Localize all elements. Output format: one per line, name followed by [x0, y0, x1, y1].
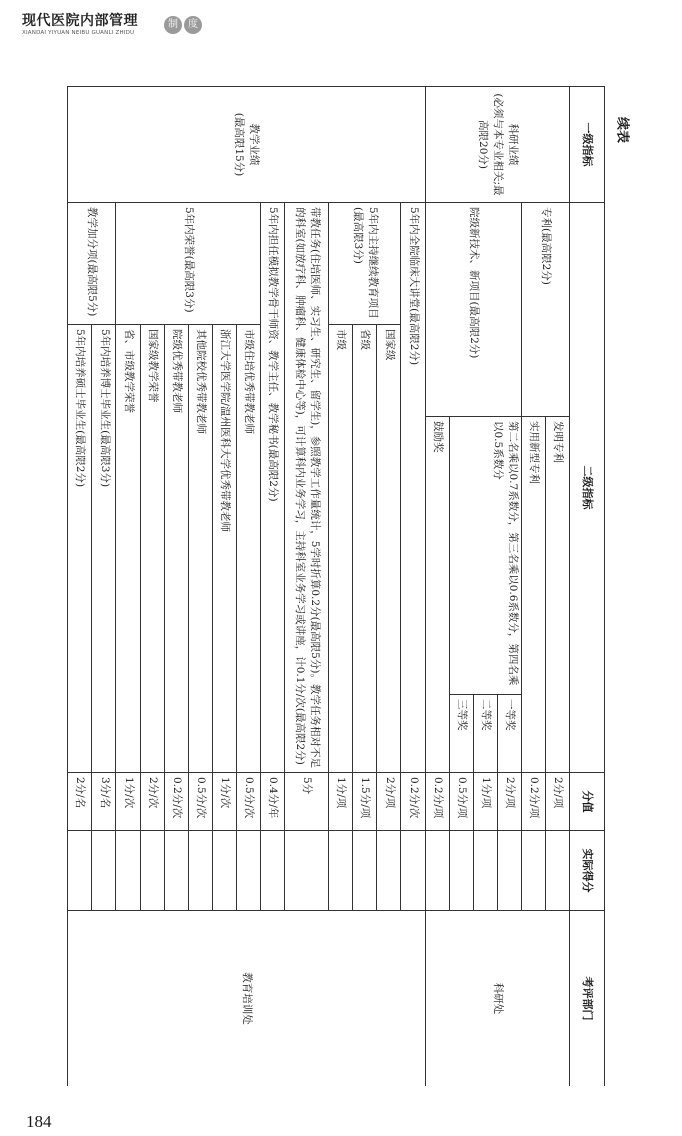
page-number: 184 — [26, 1112, 52, 1131]
actual-cell — [260, 831, 284, 911]
score-cell: 5分 — [285, 773, 329, 831]
actual-cell — [401, 831, 425, 911]
award-third: 三等奖 — [449, 695, 473, 773]
bonus-label: 教学加分项(最高限5分) — [68, 203, 116, 325]
secretary-label: 5年内担任模拟教学骨干师资、教学主任、教学秘书(最高限2分) — [260, 203, 284, 773]
rotated-table-container — [67, 86, 605, 1086]
research-dept: 科研处 — [425, 911, 569, 1087]
score-cell: 0.2分/次 — [401, 773, 425, 831]
award-coefficient-note: 第二名乘以0.7系数分，第三名乘以0.6系数分，第四名乘以0.5系数分 — [449, 417, 521, 695]
honor-item: 浙江大学医学院/温州医科大学优秀带教老师 — [212, 325, 236, 773]
honor-item: 国家级教学荣誉 — [140, 325, 164, 773]
actual-cell — [473, 831, 497, 911]
award-encourage: 鼓励奖 — [425, 417, 449, 773]
header-level1: 一级指标 — [570, 87, 605, 203]
score-cell: 1分/次 — [212, 773, 236, 831]
actual-cell — [285, 831, 329, 911]
score-cell: 1分/次 — [116, 773, 140, 831]
score-cell: 3分/名 — [92, 773, 116, 831]
honor-item: 其他院校优秀带教老师 — [188, 325, 212, 773]
table-viewport — [67, 86, 605, 1086]
actual-cell — [68, 831, 92, 911]
projects-label: 5年内主持继续教育项目(最高限3分) — [329, 203, 401, 325]
award-second: 二等奖 — [473, 695, 497, 773]
actual-cell — [164, 831, 188, 911]
score-cell: 0.2分/项 — [425, 773, 449, 831]
evaluation-table — [67, 86, 605, 1086]
actual-cell — [497, 831, 521, 911]
header-score: 分值 — [570, 773, 605, 831]
award-label: 院级新技术、新项目(最高限2分) — [425, 203, 521, 417]
score-cell: 2分/项 — [497, 773, 521, 831]
honors-label: 5年内荣誉(最高限3分) — [116, 203, 260, 325]
score-cell: 0.5分/项 — [449, 773, 473, 831]
header-dept: 考评部门 — [570, 911, 605, 1087]
badge-char-1: 制 — [164, 16, 182, 34]
lecture-label: 5年内全院临床大讲堂(最高限2分) — [401, 203, 425, 773]
actual-cell — [521, 831, 545, 911]
patent-label: 专利(最高限2分) — [521, 203, 569, 417]
score-cell: 1.5分/项 — [353, 773, 377, 831]
table-row — [545, 87, 569, 1087]
teaching-dept: 教育培训处 — [68, 911, 426, 1087]
header-actual: 实际得分 — [570, 831, 605, 911]
score-cell: 2分/次 — [140, 773, 164, 831]
honor-item: 院级优秀带教老师 — [164, 325, 188, 773]
bonus-item: 5年内培养博士毕业生(最高限3分) — [92, 325, 116, 773]
actual-cell — [92, 831, 116, 911]
actual-cell — [188, 831, 212, 911]
score-cell: 0.5分/次 — [236, 773, 260, 831]
actual-cell — [116, 831, 140, 911]
continued-label: 续表 — [614, 116, 630, 144]
score-cell: 1分/项 — [329, 773, 353, 831]
actual-cell — [377, 831, 401, 911]
project-national: 国家级 — [377, 325, 401, 773]
book-badge — [164, 16, 202, 34]
badge-char-2: 度 — [184, 16, 202, 34]
actual-cell — [545, 831, 569, 911]
project-provincial: 省级 — [353, 325, 377, 773]
header-level2: 二级指标 — [570, 203, 605, 773]
score-cell: 2分/项 — [377, 773, 401, 831]
actual-cell — [425, 831, 449, 911]
actual-cell — [140, 831, 164, 911]
table-row — [401, 87, 425, 1087]
score-cell: 0.2分/次 — [164, 773, 188, 831]
continued-label-box — [612, 115, 636, 145]
teaching-level1: 教学业绩 (最高限15分) — [68, 87, 426, 203]
patent-invention: 发明专利 — [545, 417, 569, 773]
patent-utility: 实用新型专利 — [521, 417, 545, 773]
header-row — [570, 87, 605, 1087]
score-cell: 1分/项 — [473, 773, 497, 831]
score-cell: 0.4分/年 — [260, 773, 284, 831]
award-first: 一等奖 — [497, 695, 521, 773]
actual-cell — [212, 831, 236, 911]
score-cell: 0.5分/次 — [188, 773, 212, 831]
actual-cell — [329, 831, 353, 911]
honor-item: 省、市级教学荣誉 — [116, 325, 140, 773]
bonus-item: 5年内培养硕士毕业生(最高限2分) — [68, 325, 92, 773]
actual-cell — [449, 831, 473, 911]
score-cell: 2分/名 — [68, 773, 92, 831]
actual-cell — [353, 831, 377, 911]
duty-text: 带教任务(住培医师、实习生、研究生、留学生)，参照教学工作量统计，5学时折算0.2分(最高限5分)。教学任务相对不足的科室(如放疗科、肿瘤科、健康体检中心等)，可计算科内业务学习，主持科室业务学习或讲座，计0.1分/次(最高限2分) — [285, 203, 329, 773]
score-cell: 0.2分/项 — [521, 773, 545, 831]
score-cell: 2分/项 — [545, 773, 569, 831]
honor-item: 市级住培优秀带教老师 — [236, 325, 260, 773]
actual-cell — [236, 831, 260, 911]
book-title: 现代医院内部管理 — [22, 13, 138, 29]
research-level1: 科研业绩 (必须与本专业相关;最高限20分) — [425, 87, 569, 203]
book-subtitle: XIANDAI YIYUAN NEIBU GUANLI ZHIDU — [22, 30, 135, 36]
project-city: 市级 — [329, 325, 353, 773]
